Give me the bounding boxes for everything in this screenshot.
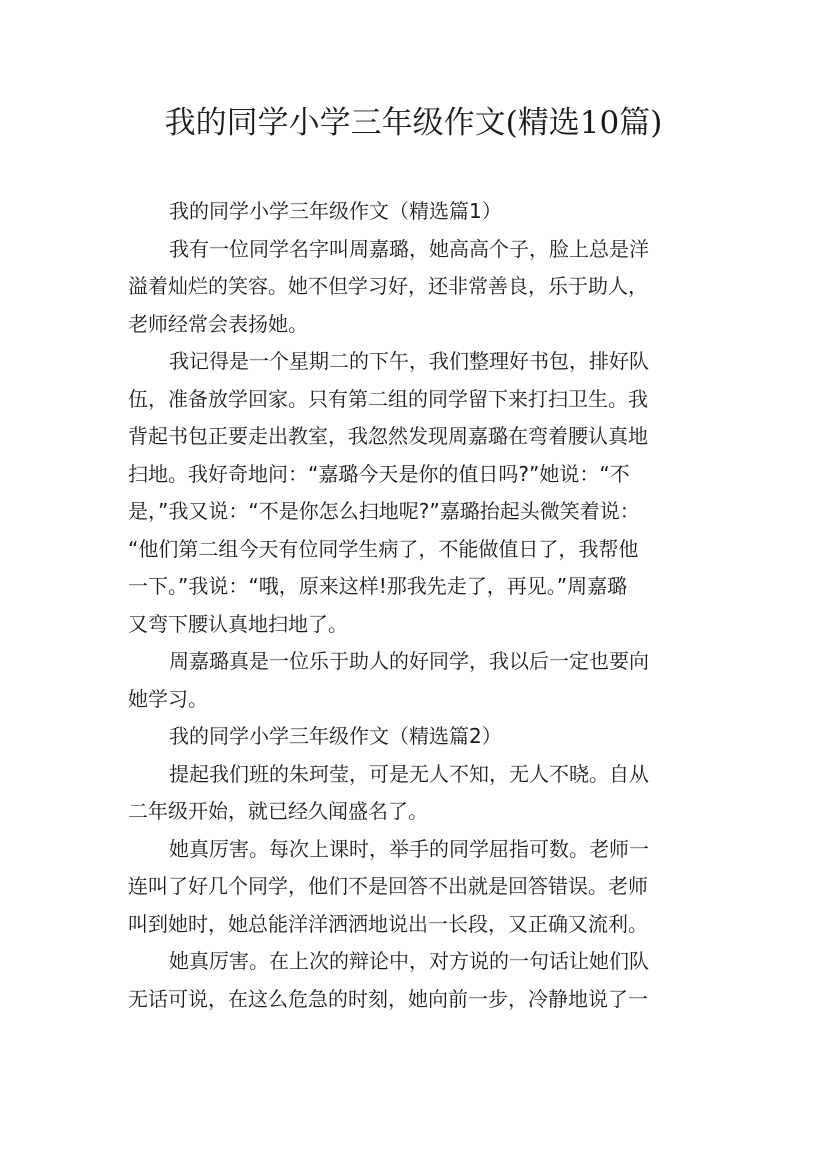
text-line: 无话可说，在这么危急的时刻，她向前一步，冷静地说了一 — [128, 986, 648, 1011]
text-line: 我有一位同学名字叫周嘉璐，她高高个子，脸上总是洋 — [169, 236, 649, 261]
text-line: 连叫了好几个同学，他们不是回答不出就是回答错误。老师 — [128, 874, 648, 898]
text-line: 溢着灿烂的笑容。她不但学习好，还非常善良，乐于助人， — [128, 274, 648, 298]
text-line: 背起书包正要走出教室，我忽然发现周嘉璐在弯着腰认真地 — [128, 424, 648, 448]
text-line: 扫地。我好奇地问：“嘉璐今天是你的值日吗?”她说：“不 — [128, 461, 630, 486]
text-line: 是，”我又说：“不是你怎么扫地呢?”嘉璐抬起头微笑着说： — [128, 499, 640, 523]
text-line: 我记得是一个星期二的下午，我们整理好书包，排好队 — [169, 349, 649, 373]
text-line: 周嘉璐真是一位乐于助人的好同学，我以后一定也要向 — [169, 649, 649, 673]
text-line: 又弯下腰认真地扫地了。 — [128, 611, 348, 636]
document-title: 我的同学小学三年级作文(精选10篇) — [164, 105, 663, 141]
text-line: 老师经常会表扬她。 — [128, 311, 308, 336]
text-line: 她真厉害。每次上课时，举手的同学屈指可数。老师一 — [169, 836, 649, 861]
text-line: 她学习。 — [128, 686, 208, 711]
text-line: 她真厉害。在上次的辩论中，对方说的一句话让她们队 — [169, 949, 649, 973]
text-line: 我的同学小学三年级作文（精选篇2） — [169, 724, 502, 748]
text-line: 一下。”我说：“哦，原来这样!那我先走了，再见。”周嘉璐 — [128, 574, 628, 598]
text-line: 我的同学小学三年级作文（精选篇1） — [169, 199, 502, 223]
text-line: 伍，准备放学回家。只有第二组的同学留下来打扫卫生。我 — [128, 386, 648, 411]
text-line: 二年级开始，就已经久闻盛名了。 — [128, 799, 428, 823]
document-body — [128, 193, 724, 1018]
text-line: 提起我们班的朱珂莹，可是无人不知，无人不晓。自从 — [169, 761, 649, 786]
text-line: “他们第二组今天有位同学生病了，不能做值日了，我帮他 — [128, 536, 639, 561]
text-line: 叫到她时，她总能洋洋洒洒地说出一长段，又正确又流利。 — [128, 911, 648, 936]
